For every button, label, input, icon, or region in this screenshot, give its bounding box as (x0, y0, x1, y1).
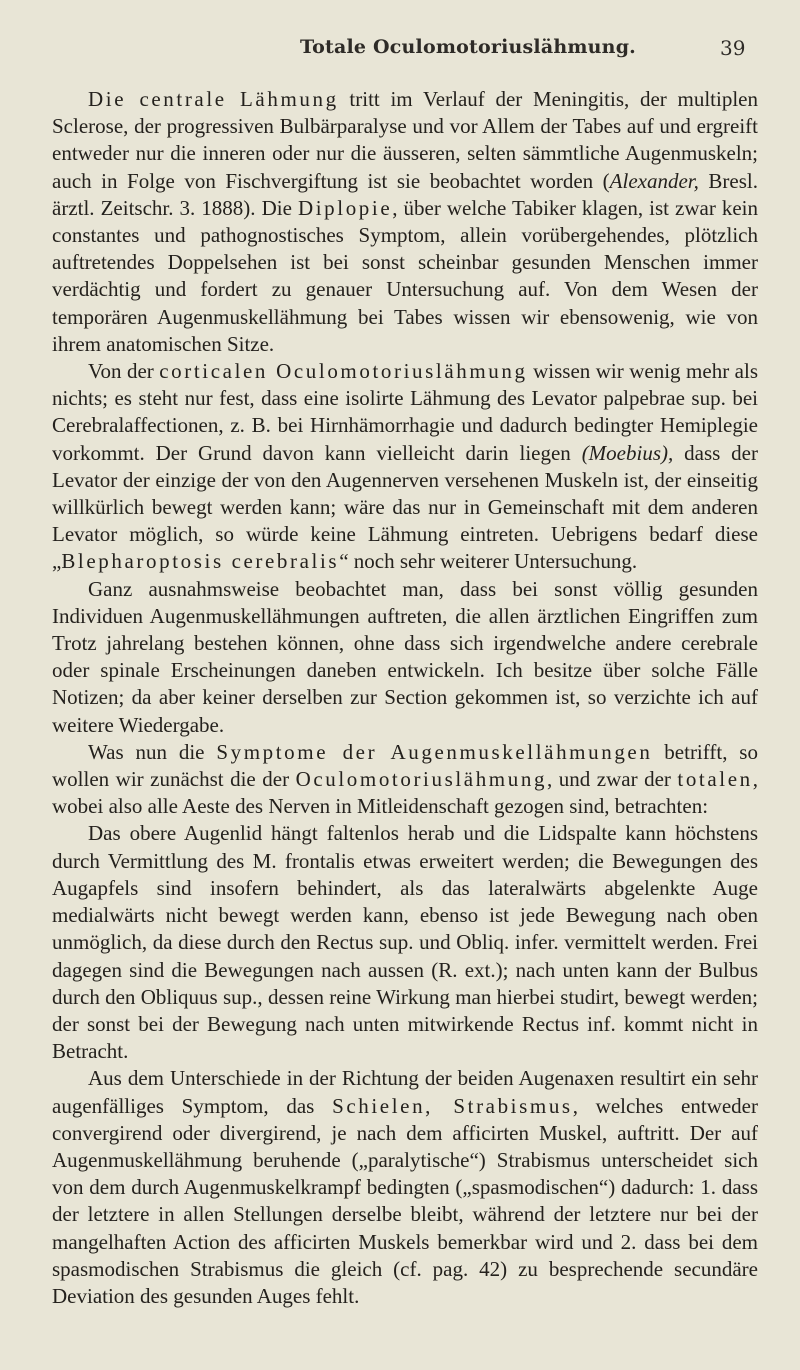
paragraph (52, 820, 758, 1065)
paragraph (52, 739, 758, 821)
text-run: Von der (88, 359, 160, 384)
spaced-emphasis: Die centrale Lähmung (88, 87, 339, 111)
text-run: , wobei also alle Aeste des Nerven in Mitleidenschaft gezogen sind, betrachten: (52, 767, 758, 819)
paragraph (52, 576, 758, 739)
text-run: Was nun die (88, 739, 217, 764)
text-run: Das obere Augenlid hängt faltenlos herab und die Lidspalte kann höchstens durch Vermittlung des M. frontalis etwas erweitert werden; die Bewegungen des Augapfels sind insofern behindert, als das lateralwärts abgelenkte Auge medialwärts nicht bewegt werden kann, ebenso ist jede Bewegung nach oben unmöglich, da diese durch den Rectus sup. und Obliq. infer. vermittelt werden. Frei dagegen sind die Bewegungen nach aussen (R. ext.); nach unten kann der Bulbus durch den Obliquus sup., dessen reine Wirkung man hierbei studirt, bewegt werden; der sonst bei der Bewegung nach unten mitwirkende Rectus inf. kommt nicht in Betracht. (52, 821, 758, 1064)
text-run: betrifft, so wollen wir zunächst die der (52, 739, 758, 792)
spaced-emphasis: Symptome der Augenmuskellähmungen (216, 739, 653, 764)
page-number: 39 (720, 36, 746, 60)
spaced-emphasis: Diplopie (297, 195, 393, 220)
running-title: Totale Oculomotoriuslähmung. (299, 36, 636, 58)
spaced-emphasis: totalen (677, 767, 753, 792)
text-run: dass der Levator der einzige der von den Augennerven versehenen Muskeln ist, der einseitig willkürlich bewegt werden kann; wäre das nur in Gemeinschaft mit dem anderen Levator möglich, so würde keine Lähmung eintreten. Uebrigens bedarf diese „ (52, 440, 758, 574)
italic-citation: (Moebius), (581, 440, 674, 465)
spaced-emphasis: corticalen Oculomotoriuslähmung (159, 359, 528, 384)
text-run: Aus dem Unterschiede in der Richtung der beiden Augenaxen resultirt ein sehr augenfälliges Symptom, das (52, 1066, 758, 1118)
spaced-emphasis: Oculomotoriuslähmung (295, 767, 548, 792)
text-run: , welches entweder convergirend oder divergirend, je nach dem afficirten Muskel, auftritt. Der auf Augenmuskellähmung beruhende („paralytische“) Strabismus unterscheidet sich von dem durch Augenmuskelkrampf bedingten („spasmodischen“) dadurch: 1. dass der letztere in allen Stellungen derselbe bleibt, während der letztere nur bei der mangelhaften Action des afficirten Muskels bemerkbar wird und 2. dass bei dem spasmodischen Strabismus die gleich (cf. pag. 42) zu besprechende secundäre Deviation des gesunden Auges fehlt. (52, 1093, 758, 1308)
text-run: “ noch sehr weiterer Untersuchung. (339, 549, 638, 574)
italic-citation: Alexander, (609, 168, 699, 193)
text-run: Ganz ausnahmsweise beobachtet man, dass bei sonst völlig gesunden Individuen Augenmuskellähmungen auftreten, die allen ärztlichen Eingriffen zum Trotz jahrelang bestehen können, ohne dass sich irgendwelche andere cerebrale oder spinale Erscheinungen daneben entwickeln. Ich besitze über solche Fälle Notizen; da aber keiner derselben zur Section gekommen ist, so verzichte ich auf weitere Wiedergabe. (52, 576, 758, 737)
spaced-emphasis: Blepharoptosis cerebralis (61, 549, 340, 574)
page-header (0, 36, 800, 62)
text-run: wissen wir wenig mehr als nichts; es steht nur fest, dass eine isolirte Lähmung des Levator palpebrae sup. bei Cerebralaffectionen, z. B. bei Hirnhämorrhagie und dadurch bedingter Hemiplegie vorkommt. Der Grund davon kann vielleicht darin liegen (52, 359, 758, 465)
text-run: tritt im Verlauf der Meningitis, der multiplen Sclerose, der progressiven Bulbärparalyse und vor Allem der Tabes auf und ergreift entweder nur die inneren oder nur die äusseren, selten sämmtliche Augenmuskeln; auch in Folge von Fischvergiftung ist sie beobachtet worden ( (52, 87, 759, 193)
text-run: , über welche Tabiker klagen, ist zwar kein constantes und pathognostisches Symptom, allein vorübergehendes, plötzlich auftretendes Doppelsehen ist bei sonst scheinbar gesunden Menschen immer verdächtig und fordert zu genauer Untersuchung auf. Von dem Wesen der temporären Augenmuskellähmung bei Tabes wissen wir ebensowenig, wie von ihrem anatomischen Sitze. (52, 195, 758, 356)
paragraph (52, 86, 758, 358)
body-text (52, 86, 758, 1310)
paragraph (52, 358, 758, 576)
paragraph (52, 1065, 758, 1310)
text-run: Bresl. ärztl. Zeitschr. 3. 1888). Die (52, 168, 759, 220)
text-run: , und zwar der (547, 767, 678, 792)
spaced-emphasis: Schielen, Strabismus (332, 1093, 573, 1118)
